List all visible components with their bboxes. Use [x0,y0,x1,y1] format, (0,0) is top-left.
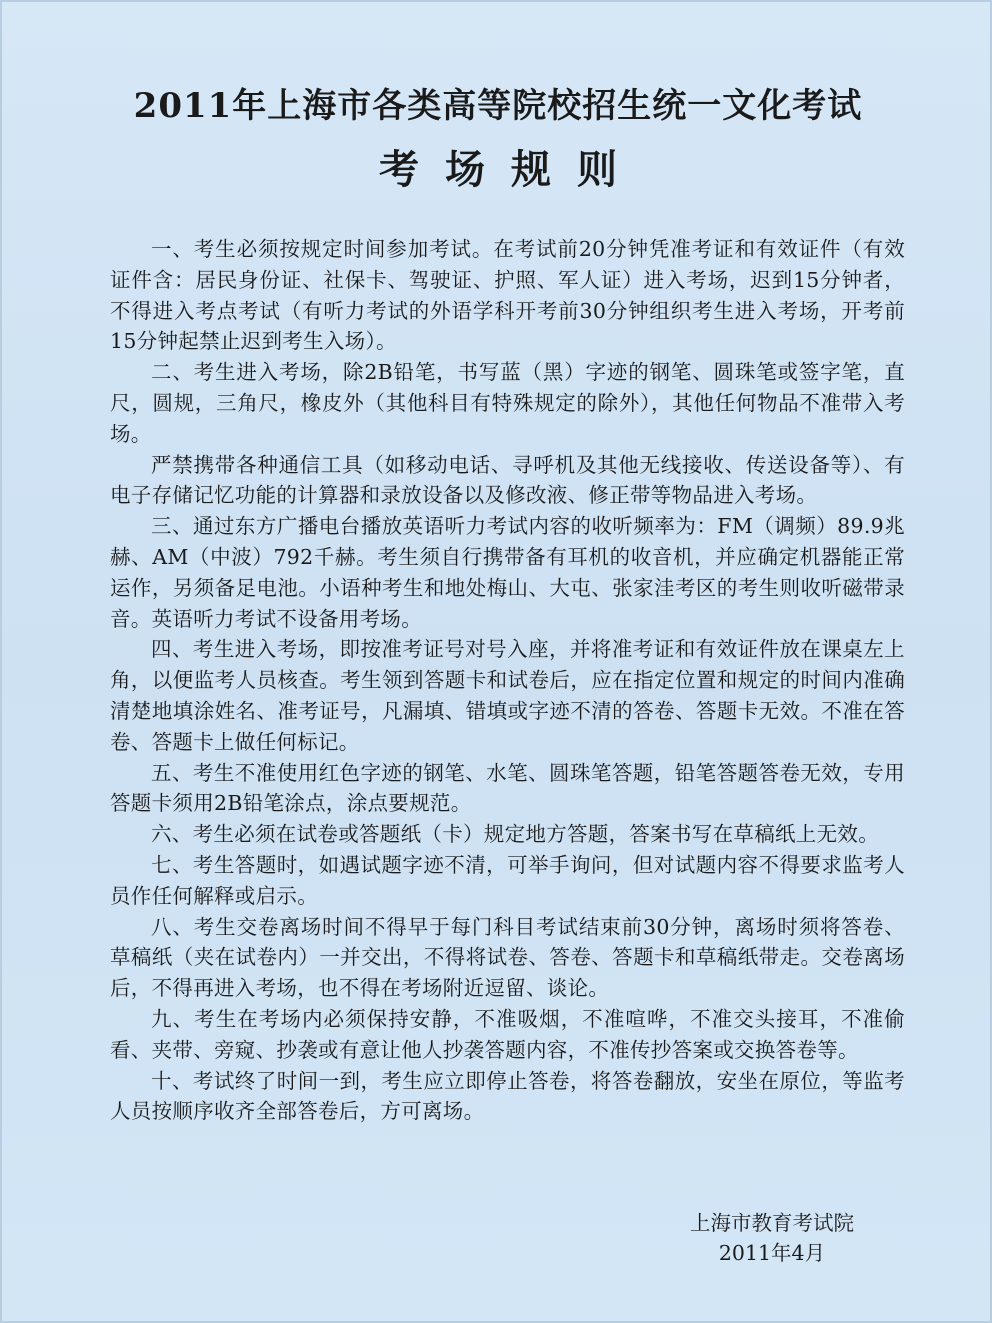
rule-paragraph-2-supplement: 严禁携带各种通信工具（如移动电话、寻呼机及其他无线接收、传送设备等）、有电子存储记忆功能的计算器和录放设备以及修改液、修正带等物品进入考场。 [110,452,905,508]
rule-paragraph-4: 四、考生进入考场，即按准考证号对号入座，并将准考证和有效证件放在课桌左上角，以便监考人员核查。考生领到答题卡和试卷后，应在指定位置和规定的时间内准确清楚地填涂姓名、准考证号，凡漏填、错填或字迹不清的答卷、答题卡无效。不准在答卷、答题卡上做任何标记。 [110,637,905,754]
rule-paragraph-6: 六、考生必须在试卷或答题纸（卡）规定地方答题，答案书写在草稿纸上无效。 [151,822,879,847]
rule-paragraph-10: 十、考试终了时间一到，考生应立即停止答卷，将答卷翻放，安坐在原位，等监考人员按顺序收齐全部答卷后，方可离场。 [110,1068,905,1124]
signature-block [662,1208,882,1268]
issue-date: 2011年4月 [718,1241,826,1265]
document-title: 2011年上海市各类高等院校招生统一文化考试 [133,86,863,126]
rule-paragraph-5: 五、考生不准使用红色字迹的钢笔、水笔、圆珠笔答题，铅笔答题答卷无效，专用答题卡须用2B铅笔涂点，涂点要规范。 [110,760,905,816]
rule-paragraph-3: 三、通过东方广播电台播放英语听力考试内容的收听频率为：FM（调频）89.9兆赫、AM（中波）792千赫。考生须自行携带备有耳机的收音机，并应确定机器能正常运作，另须备足电池。小语种考生和地处梅山、大屯、张家洼考区的考生则收听磁带录音。英语听力考试不设备用考场。 [110,514,905,631]
rule-paragraph-1: 一、考生必须按规定时间参加考试。在考试前20分钟凭准考证和有效证件（有效证件含：居民身份证、社保卡、驾驶证、护照、军人证）进入考场，迟到15分钟者，不得进入考点考试（有听力考试的外语学科开考前30分钟组织考生进入考场，开考前15分钟起禁止迟到考生入场）。 [110,237,905,354]
issuer-name: 上海市教育考试院 [690,1211,854,1235]
rules-body [110,234,905,1127]
rule-paragraph-9: 九、考生在考场内必须保持安静，不准吸烟，不准喧哗，不准交头接耳，不准偷看、夹带、旁窥、抄袭或有意让他人抄袭答题内容，不准传抄答案或交换答卷等。 [110,1006,905,1062]
rule-paragraph-8: 八、考生交卷离场时间不得早于每门科目考试结束前30分钟，离场时须将答卷、草稿纸（夹在试卷内）一并交出，不得将试卷、答卷、答题卡和草稿纸带走。交卷离场后，不得再进入考场，也不得在考场附近逗留、谈论。 [110,914,905,1001]
rule-paragraph-7: 七、考生答题时，如遇试题字迹不清，可举手询问，但对试题内容不得要求监考人员作任何解释或启示。 [110,852,905,908]
rule-paragraph-2: 二、考生进入考场，除2B铅笔，书写蓝（黑）字迹的钢笔、圆珠笔或签字笔，直尺，圆规，三角尺，橡皮外（其他科目有特殊规定的除外），其他任何物品不准带入考场。 [110,360,905,446]
document-subtitle: 考场规则 [379,146,643,193]
